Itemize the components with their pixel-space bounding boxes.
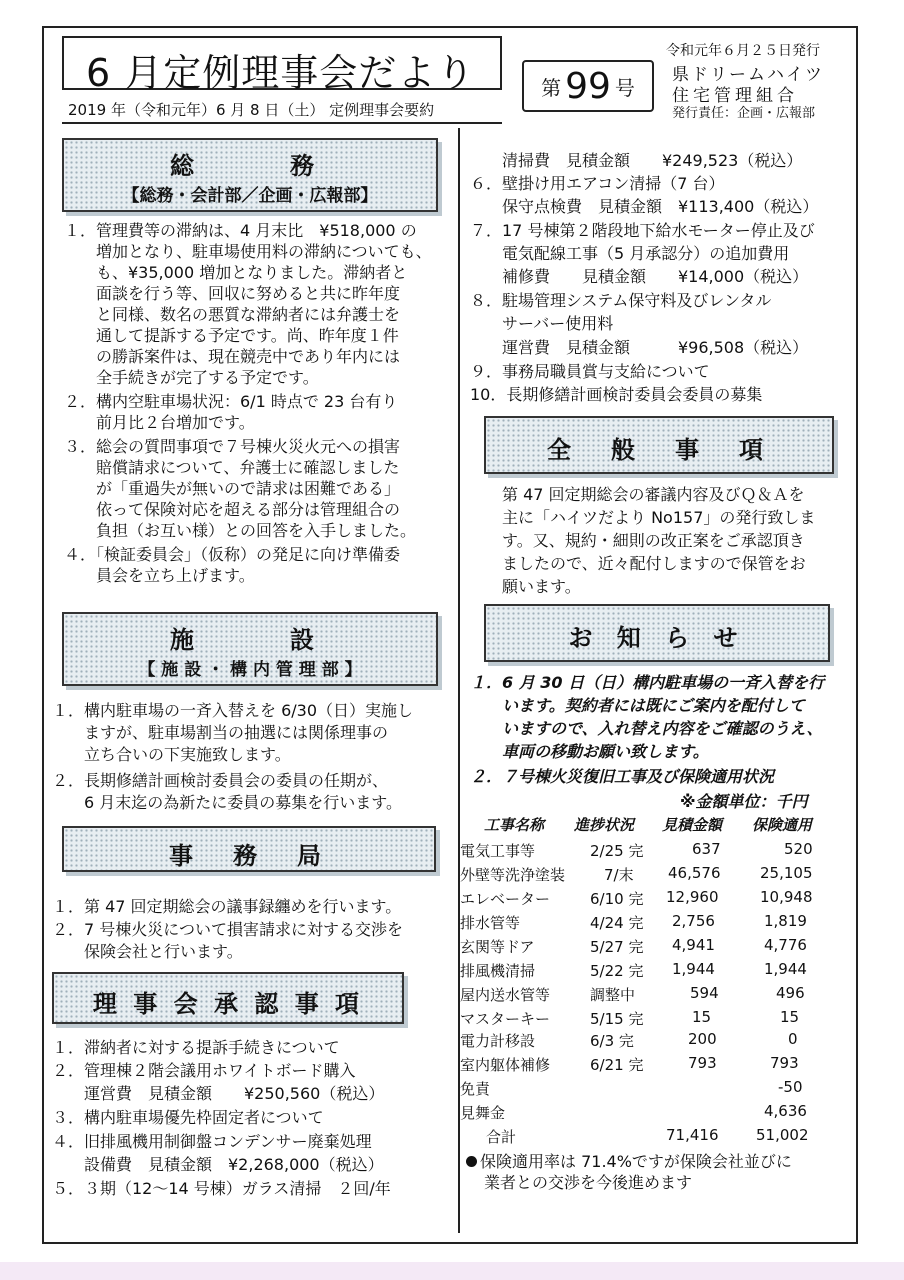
section-heading-general-affairs bbox=[62, 138, 438, 212]
table-cell-estimate: 71,416 bbox=[666, 1126, 719, 1144]
table-cell-status: 5/27 完 bbox=[590, 938, 644, 956]
table-cell-status: 7/末 bbox=[604, 866, 634, 884]
section-heading-approvals bbox=[52, 972, 404, 1024]
general-affairs-line: 負担（お互い様）との回答を入手しました。 bbox=[64, 521, 417, 540]
section-title: 理 事 会 承 認 事 項 bbox=[92, 990, 364, 1018]
issue-number-box bbox=[522, 60, 654, 112]
notice-line: いますので、入れ替え内容をご確認のうえ、 bbox=[470, 719, 823, 738]
notice-line: １．6 月 30 日（日）構内駐車場の一斉入替を行 bbox=[470, 673, 825, 692]
general-affairs-line: 面談を行う等、回収に努めると共に昨年度 bbox=[64, 284, 401, 303]
table-cell-name: 排水管等 bbox=[460, 914, 521, 932]
approval-line: 10．長期修繕計画検討委員会委員の募集 bbox=[470, 385, 763, 404]
table-cell-name: マスターキー bbox=[460, 1010, 551, 1028]
general-affairs-line: 前月比２台増加です。 bbox=[64, 413, 255, 432]
secretariat-line: 保険会社と行います。 bbox=[52, 942, 243, 961]
approval-line: ２．管理棟２階会議用ホワイトボード購入 bbox=[52, 1061, 356, 1080]
table-cell-name: 電力計移設 bbox=[460, 1032, 536, 1050]
approval-line: ４．旧排風機用制御盤コンデンサー廃棄処理 bbox=[52, 1132, 372, 1151]
table-header: 保険適用 bbox=[752, 816, 813, 834]
table-cell-name: 電気工事等 bbox=[460, 842, 536, 860]
general-affairs-line: 増加となり、駐車場使用料の滞納についても、 bbox=[64, 242, 432, 261]
table-cell-insurance: 1,819 bbox=[764, 912, 807, 930]
table-cell-status: 6/3 完 bbox=[590, 1032, 634, 1050]
table-cell-estimate: 200 bbox=[688, 1030, 717, 1048]
table-cell-name: 外壁等洗浄塗装 bbox=[460, 866, 566, 884]
table-cell-insurance: 4,636 bbox=[764, 1102, 807, 1120]
table-cell-status: 6/10 完 bbox=[590, 890, 644, 908]
table-cell-name: 合計 bbox=[486, 1128, 517, 1146]
general-matters-line: 主に「ハイツだより No157」の発行致しま bbox=[502, 508, 816, 527]
table-cell-insurance: 496 bbox=[776, 984, 805, 1002]
page-bottom-edge bbox=[0, 1262, 904, 1280]
table-cell-insurance: -50 bbox=[778, 1078, 803, 1096]
table-cell-name: 屋内送水管等 bbox=[460, 986, 551, 1004]
title-box bbox=[62, 36, 502, 95]
notice-line: います。契約者には既にご案内を配付して bbox=[470, 696, 805, 715]
publisher-responsible: 発行責任：企画・広報部 bbox=[672, 106, 816, 121]
approval-line: ７．17 号棟第２階段地下給水モーター停止及び bbox=[470, 221, 815, 240]
general-affairs-line: 通して提訴する予定です。尚、昨年度１件 bbox=[64, 326, 399, 345]
page-title: 6 月定例理事会だより bbox=[86, 51, 476, 95]
table-cell-name: エレベーター bbox=[460, 890, 551, 908]
approval-line: 清掃費 見積金額 ¥249,523（税込） bbox=[470, 151, 803, 170]
secretariat-line: ２．7 号棟火災について損害請求に対する交渉を bbox=[52, 920, 403, 939]
table-cell-estimate: 1,944 bbox=[672, 960, 715, 978]
meeting-subtitle: 2019 年（令和元年）6 月 8 日（土） 定例理事会要約 bbox=[68, 101, 435, 119]
footnote-text: 保険適用率は 71.4%ですが保険会社並びに bbox=[480, 1152, 792, 1171]
approval-line: 運営費 見積金額 ¥96,508（税込） bbox=[470, 338, 809, 357]
table-cell-insurance: 0 bbox=[788, 1030, 798, 1048]
table-cell-insurance: 25,105 bbox=[760, 864, 813, 882]
table-cell-insurance: 15 bbox=[780, 1008, 800, 1026]
general-matters-line: す。又、規約・細則の改正案をご承認頂き bbox=[502, 531, 805, 550]
table-cell-name: 玄関等ドア bbox=[460, 938, 535, 956]
facilities-line: 6 月末迄の為新たに委員の募集を行います。 bbox=[52, 793, 402, 812]
approval-line: 設備費 見積金額 ¥2,268,000（税込） bbox=[52, 1155, 384, 1174]
issue-number: 99 bbox=[565, 65, 611, 107]
section-title: お 知 ら せ bbox=[568, 624, 746, 652]
facilities-line: ２．長期修繕計画検討委員会の委員の任期が、 bbox=[52, 771, 389, 790]
section-title: 施 設 bbox=[170, 626, 330, 654]
org-name-line1: 県ドリームハイツ bbox=[672, 65, 824, 85]
general-affairs-line: ３．総会の質問事項で７号棟火災火元への損害 bbox=[64, 437, 401, 456]
general-affairs-line: 員会を立ち上げます。 bbox=[64, 566, 255, 585]
general-matters-line: 願います。 bbox=[502, 577, 581, 596]
table-header: 進捗状況 bbox=[574, 816, 635, 834]
section-title: 全 般 事 項 bbox=[547, 436, 771, 464]
notice-line: 車両の移動お願い致します。 bbox=[470, 742, 709, 761]
table-header: 見積金額 bbox=[662, 816, 723, 834]
publish-date: 令和元年６月２５日発行 bbox=[666, 43, 820, 59]
approval-line: 保守点検費 見積金額 ¥113,400（税込） bbox=[470, 197, 819, 216]
section-title: 総 務 bbox=[170, 152, 330, 180]
general-matters-line: 第 47 回定期総会の審議内容及びＱ＆Ａを bbox=[502, 485, 805, 504]
insurance-footnote bbox=[466, 1151, 792, 1172]
table-cell-insurance: 520 bbox=[784, 840, 813, 858]
table-cell-estimate: 637 bbox=[692, 840, 721, 858]
notice-line: ２．７号棟火災復旧工事及び保険適用状況 bbox=[470, 767, 775, 786]
table-cell-name: 排風機清掃 bbox=[460, 962, 536, 980]
table-cell-status: 6/21 完 bbox=[590, 1056, 644, 1074]
general-affairs-line: １．管理費等の滞納は、4 月末比 ¥518,000 の bbox=[64, 221, 417, 240]
table-cell-estimate: 15 bbox=[692, 1008, 712, 1026]
table-cell-status: 5/22 完 bbox=[590, 962, 644, 980]
general-affairs-line: ４．「検証委員会」（仮称）の発足に向け準備委 bbox=[64, 545, 401, 564]
secretariat-line: １．第 47 回定期総会の議事録纏めを行います。 bbox=[52, 897, 402, 916]
table-cell-estimate: 12,960 bbox=[666, 888, 719, 906]
approval-line: 運営費 見積金額 ¥250,560（税込） bbox=[52, 1084, 385, 1103]
table-cell-estimate: 793 bbox=[688, 1054, 717, 1072]
table-cell-insurance: 793 bbox=[770, 1054, 799, 1072]
general-affairs-line: の勝訴案件は、現在競売中であり年内には bbox=[64, 347, 401, 366]
section-heading-general-matters bbox=[484, 416, 834, 474]
section-heading-secretariat bbox=[62, 826, 436, 872]
table-header: 工事名称 bbox=[484, 816, 545, 834]
approval-line: サーバー使用料 bbox=[470, 314, 614, 333]
approval-line: ８．駐場管理システム保守料及びレンタル bbox=[470, 291, 772, 310]
approval-line: １．滞納者に対する提訴手続きについて bbox=[52, 1038, 340, 1057]
section-heading-facilities bbox=[62, 612, 438, 686]
table-cell-name: 免責 bbox=[460, 1080, 491, 1098]
issue-prefix: 第 bbox=[541, 75, 562, 100]
table-cell-estimate: 594 bbox=[690, 984, 719, 1002]
general-matters-line: ましたので、近々配付しますので保管をお bbox=[502, 554, 806, 573]
section-subtitle: 【 施 設 ・ 構 内 管 理 部 】 bbox=[138, 660, 362, 680]
table-cell-insurance: 51,002 bbox=[756, 1126, 809, 1144]
general-affairs-line: ２．構内空駐車場状況：6/1 時点で 23 台有り bbox=[64, 392, 398, 411]
section-subtitle: 【総務・会計部／企画・広報部】 bbox=[122, 186, 378, 206]
approval-line: 補修費 見積金額 ¥14,000（税込） bbox=[470, 267, 809, 286]
general-affairs-line: 全手続きが完了する予定です。 bbox=[64, 368, 319, 387]
table-cell-insurance: 4,776 bbox=[764, 936, 807, 954]
table-cell-status: 2/25 完 bbox=[590, 842, 644, 860]
approval-line: 電気配線工事（5 月承認分）の追加費用 bbox=[470, 244, 790, 263]
facilities-line: １．構内駐車場の一斉入替えを 6/30（日）実施し bbox=[52, 701, 414, 720]
approval-line: ３．構内駐車場優先枠固定者について bbox=[52, 1108, 324, 1127]
bullet-dot-icon bbox=[466, 1156, 477, 1167]
section-title: 事 務 局 bbox=[169, 842, 329, 870]
table-cell-status: 4/24 完 bbox=[590, 914, 644, 932]
approval-line: ６．壁掛け用エアコン清掃（7 台） bbox=[470, 174, 725, 193]
table-cell-status: 調整中 bbox=[590, 986, 636, 1004]
table-cell-insurance: 1,944 bbox=[764, 960, 807, 978]
general-affairs-line: 賠償請求について、弁護士に確認しました bbox=[64, 458, 400, 477]
general-affairs-line: 依って保険対応を超える部分は管理組合の bbox=[64, 500, 401, 519]
subtitle-rule bbox=[62, 122, 502, 124]
table-cell-insurance: 10,948 bbox=[760, 888, 813, 906]
approval-line: ９．事務局職員賞与支給について bbox=[470, 362, 710, 381]
general-affairs-line: も、¥35,000 増加となりました。滞納者と bbox=[64, 263, 408, 282]
table-cell-status: 5/15 完 bbox=[590, 1010, 644, 1028]
table-cell-estimate: 46,576 bbox=[668, 864, 721, 882]
facilities-line: 立ち合いの下実施致します。 bbox=[52, 745, 291, 764]
section-heading-notices bbox=[484, 604, 830, 662]
table-cell-name: 見舞金 bbox=[460, 1104, 506, 1122]
facilities-line: ますが、駐車場割当の抽選には関係理事の bbox=[52, 723, 389, 742]
general-affairs-line: と同様、数名の悪質な滞納者には弁護士を bbox=[64, 305, 401, 324]
issue-suffix: 号 bbox=[614, 75, 635, 100]
approval-line: ５．３期（12～14 号棟）ガラス清掃 ２回/年 bbox=[52, 1179, 391, 1198]
table-cell-name: 室内躯体補修 bbox=[460, 1056, 551, 1074]
org-name-line2: 住宅管理組合 bbox=[672, 86, 798, 106]
table-cell-estimate: 2,756 bbox=[672, 912, 715, 930]
unit-note: ※金額単位：千円 bbox=[680, 792, 808, 811]
insurance-footnote-cont: 業者との交渉を今後進めます bbox=[484, 1173, 693, 1192]
table-cell-estimate: 4,941 bbox=[672, 936, 715, 954]
general-affairs-line: が「重過失が無いので請求は困難である」 bbox=[64, 479, 401, 498]
